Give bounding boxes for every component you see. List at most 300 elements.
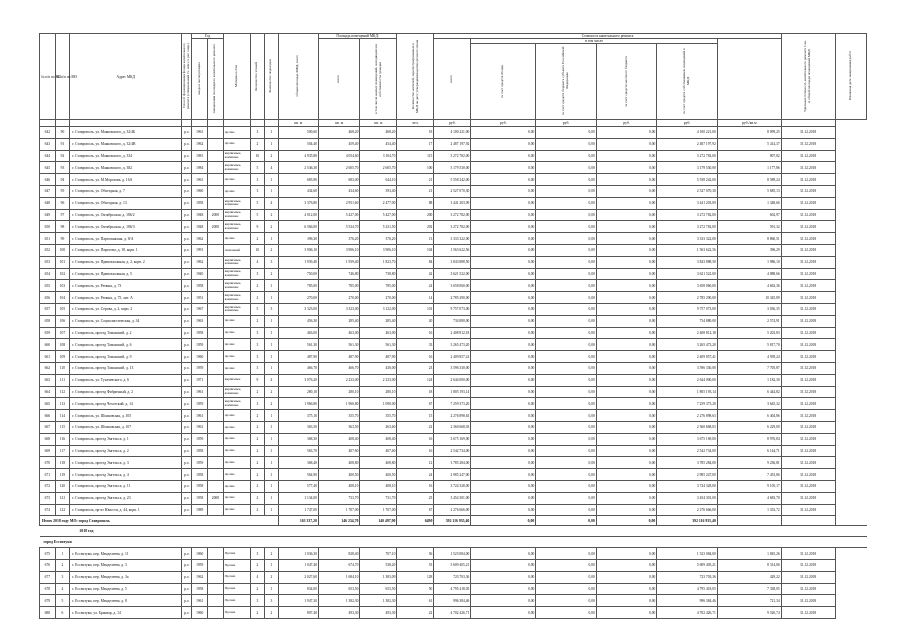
section-year-row [40,526,867,537]
row-cost-total: 723 703,36 [434,571,471,583]
row-unit-cost: 396,29 [717,244,781,256]
header-address: Адрес МКД [70,34,182,120]
row-residents: 84 [397,256,434,268]
row-deadline: 31.12.2018 [781,303,835,315]
row-no-mo: 3 [55,571,70,583]
row-total-area: 834,00 [278,583,318,595]
row-unit-cost: 1 182,30 [717,374,781,386]
row-year-repair [208,315,224,327]
row-cost-regional: 0,00 [536,174,597,186]
row-total-area: 561,30 [278,339,318,351]
row-unit-cost: 7 705,87 [717,362,781,374]
row-year-built: 1958 [192,197,208,209]
row-floors: 3 [250,327,265,339]
row-area-total: 434,60 [318,185,359,197]
row-cost-fund: 0,00 [471,548,536,560]
row-area-private: 3 122,00 [360,303,397,315]
row-fund-method: р.о. [182,138,192,150]
row-year-repair [208,327,224,339]
header-floors: Количество этажей [250,34,265,120]
row-floors: 2 [250,292,265,304]
row-no-mo: 116 [55,433,70,445]
row-entrances: 1 [265,327,278,339]
row-deadline: 31.12.2018 [781,583,835,595]
row-deadline: 31.12.2018 [781,398,835,410]
row-deadline: 31.12.2018 [781,386,835,398]
row-no-kr: 675 [40,548,56,560]
row-cost-regional: 0,00 [536,162,597,174]
row-floors: 4 [250,256,265,268]
row-year-repair [208,162,224,174]
table-row [40,209,867,221]
row-area-private: 785,00 [360,280,397,292]
header-total-area: общая площадь МКД, всего [278,34,318,120]
row-cost-owners: 2 276 666,00 [657,504,718,516]
row-cost-fund: 0,00 [471,433,536,445]
row-cost-regional: 0,00 [536,233,597,245]
row-deadline: 31.12.2018 [781,268,835,280]
row-address: г. Ставрополь, ул. Репина, д. 73 [70,280,182,292]
row-area-private: 1 823,70 [360,256,397,268]
row-cost-local: 0,00 [596,233,657,245]
row-unit-cost: 1 348,66 [717,197,781,209]
row-wall-material: прочие [223,138,250,150]
table-row [40,185,867,197]
row-cost-total: 3 454 301,00 [434,492,471,504]
row-no-mo: 2 [55,560,70,572]
row-cost-regional: 0,00 [536,351,597,363]
row-no-kr: 650 [40,221,56,233]
row-residents: 56 [397,548,434,560]
row-fund-method: р.о. [182,480,192,492]
row-unit-cost: 5 685,13 [717,185,781,197]
row-year-built: 1951 [192,292,208,304]
row-year-built: 1961 [192,421,208,433]
row-year-repair [208,548,224,560]
row-no-mo: 96 [55,197,70,209]
row-fund-method: р.о. [182,315,192,327]
row-cost-total: 734 880,00 [434,315,471,327]
row-residents: 42 [397,268,434,280]
row-year-repair: 2008 [208,221,224,233]
row-floors: 2 [250,386,265,398]
row-cost-fund: 0,00 [471,595,536,607]
row-no-mo: 95 [55,185,70,197]
total-label: Итого 2018 году МО: город Ставрополь [40,516,279,526]
row-cost-total: 1 805 193,14 [434,386,471,398]
row-year-repair [208,174,224,186]
row-entrances: 1 [265,583,278,595]
row-deadline: 31.12.2018 [781,185,835,197]
row-fund-method: р.о. [182,233,192,245]
row-deadline: 31.12.2018 [781,162,835,174]
row-unit-cost: 602,97 [717,209,781,221]
row-cost-local: 0,00 [596,386,657,398]
row-area-total: 363,50 [318,421,359,433]
row-residents: 16 [397,327,434,339]
header-year-last-repair: завершения последнего капитального ремонта [208,39,224,120]
table-row [40,504,867,516]
row-wall-material: кирпичные, каменные [223,221,250,233]
row-wall-material: кирпичные [223,374,250,386]
row-entrances: 2 [265,607,278,619]
row-address: г. Ессентуки, ул. Бринзар, д. 14 [70,607,182,619]
row-deadline: 31.12.2018 [781,256,835,268]
row-total-area: 1 747,00 [278,504,318,516]
row-cost-owners: 3 596 330,00 [657,362,718,374]
row-entrances: 2 [265,150,278,162]
row-cost-owners: 3 333 322,00 [657,233,718,245]
row-cost-total: 7 259 373,20 [434,398,471,410]
row-cost-local: 0,00 [596,150,657,162]
row-year-built: 1960 [192,548,208,560]
row-entrances: 2 [265,548,278,560]
row-cost-owners: 2 527 070,30 [657,185,718,197]
row-area-private: 1 382,30 [360,595,397,607]
row-year-built: 1961 [192,127,208,139]
row-address: г. Ставрополь, ул. Октябрьская, д. 186/2 [70,209,182,221]
header-area-private: в том числе жилых помещений, находящихся в собственности граждан [360,39,397,120]
row-deadline: 31.12.2018 [781,457,835,469]
row-cost-total: 3 675 169,00 [434,433,471,445]
row-cost-regional: 0,00 [536,138,597,150]
row-area-private: 2 233,00 [360,374,397,386]
row-fund-method: р.о. [182,504,192,516]
row-cost-regional: 0,00 [536,339,597,351]
row-no-mo: 121 [55,492,70,504]
row-cost-fund: 0,00 [471,303,536,315]
row-area-private: 280,10 [360,386,397,398]
row-unit-cost: 4 939,24 [717,351,781,363]
row-cost-owners: 5 609 405,21 [657,560,718,572]
row-address: г. Ставрополь, ул. Маяковского, д. 32/4Б [70,127,182,139]
row-residents: 16 [397,351,434,363]
header-entrances: Количество подъездов [265,34,278,120]
row-cost-fund: 0,00 [471,445,536,457]
row-wall-material: кирпичные, каменные [223,197,250,209]
row-entrances: 1 [265,504,278,516]
row-area-private: 644,10 [360,174,397,186]
row-cost-local: 0,00 [596,480,657,492]
row-no-mo: 105 [55,303,70,315]
row-no-kr: 648 [40,197,56,209]
row-fund-method: р.о. [182,244,192,256]
row-deadline: 31.12.2018 [781,138,835,150]
row-cost-local: 0,00 [596,362,657,374]
row-total-area: 750,00 [278,268,318,280]
row-cost-local: 0,00 [596,492,657,504]
row-address: г. Ставрополь, ул. Партизанская, д. 8/А [70,233,182,245]
row-year-repair [208,583,224,595]
row-cost-regional: 0,00 [536,362,597,374]
row-unit-cost: 3 645,32 [717,398,781,410]
row-wall-material: кирпичные, каменные [223,150,250,162]
row-cost-regional: 0,00 [536,480,597,492]
row-cost-total: 3 272 782,00 [434,221,471,233]
row-no-kr: 674 [40,504,56,516]
row-cost-owners: 1 805 193,14 [657,386,718,398]
row-cost-local: 0,00 [596,607,657,619]
row-deadline: 31.12.2018 [781,433,835,445]
table-row [40,457,867,469]
row-total-area: 3 323,00 [278,303,318,315]
row-cost-local: 0,00 [596,457,657,469]
row-cost-total: 3 441 203,09 [434,197,471,209]
table-row [40,410,867,422]
row-year-built: 1962 [192,233,208,245]
row-residents: 16 [397,433,434,445]
row-area-private: 1 090,00 [360,398,397,410]
row-deadline: 31.12.2018 [781,174,835,186]
row-wall-material: кирпичные, каменные [223,209,250,221]
row-area-private: 376,20 [360,233,397,245]
row-unit-cost: 1 177,86 [717,162,781,174]
row-fund-method: р.о. [182,221,192,233]
row-address: г. Ставрополь, ул. Пирогова, д. 18, корп. 1 [70,244,182,256]
capital-repair-plan-table [39,33,867,619]
section-city: город Ессентуки [40,537,867,548]
row-cost-local: 0,00 [596,374,657,386]
row-fund-method: р.о. [182,327,192,339]
row-area-private: 285,40 [360,315,397,327]
section-year: 2018 год [40,526,867,537]
row-cost-fund: 0,00 [471,421,536,433]
header-year-commission: ввода в эксплуатацию [192,39,208,120]
row-no-kr: 676 [40,560,56,572]
row-fund-method: р.о. [182,374,192,386]
row-total-area: 463,00 [278,327,318,339]
row-no-mo: 101 [55,256,70,268]
row-no-mo: 1 [55,548,70,560]
row-deadline: 31.12.2018 [781,469,835,481]
table-row [40,244,867,256]
row-area-total: 674,70 [318,560,359,572]
row-wall-material: прочие [223,339,250,351]
row-year-built: 1962 [192,571,208,583]
row-wall-material: прочие [223,421,250,433]
row-wall-material: кирпичные, каменные [223,256,250,268]
row-floors: 3 [250,362,265,374]
row-floors: 3 [250,595,265,607]
row-year-built: 1958 [192,480,208,492]
row-wall-material: прочие [223,185,250,197]
table-row [40,374,867,386]
row-fund-method: р.о. [182,362,192,374]
row-entrances: 2 [265,209,278,221]
row-floors: 2 [250,583,265,595]
row-cost-owners: 2 360 668,03 [657,421,718,433]
row-fund-method: р.о. [182,560,192,572]
row-area-private: 2 477,00 [360,197,397,209]
row-address: г. Ставрополь, ул. Маяковского, д. 334 [70,150,182,162]
row-total-area: 785,00 [278,280,318,292]
row-fund-method: р.о. [182,583,192,595]
row-cost-fund: 0,00 [471,583,536,595]
row-residents: 128 [397,571,434,583]
row-address: г. Ессентуки, пер. Менделеева, д. 3 [70,560,182,572]
row-cost-owners: 2 408 812,18 [657,327,718,339]
row-entrances: 1 [265,292,278,304]
row-cost-total: 3 272 782,00 [434,150,471,162]
row-cost-local: 0,00 [596,548,657,560]
row-total-area: 4 012,00 [278,209,318,221]
row-no-kr: 653 [40,256,56,268]
row-wall-material: прочие [223,327,250,339]
row-address: г. Ставрополь, ул. Репина, д. 75, лит. А [70,292,182,304]
row-total-area: 564,90 [278,469,318,481]
row-address: г. Ставрополь, ул. Привокзальная, д. 5 [70,268,182,280]
row-residents: 67 [397,398,434,410]
row-cost-fund: 0,00 [471,560,536,572]
row-address: г. Ставрополь, проезд Чехотский, д. 14 [70,398,182,410]
row-year-repair: 2008 [208,492,224,504]
row-no-kr: 644 [40,150,56,162]
header-cost-group: Стоимость капитального ремонта [434,34,781,39]
row-fund-method: р.о. [182,339,192,351]
row-cost-local: 0,00 [596,280,657,292]
table-row [40,150,867,162]
row-cost-fund: 0,00 [471,221,536,233]
total-row [40,516,867,526]
total-area: 163 337,20 [278,516,318,526]
row-deadline: 31.12.2018 [781,410,835,422]
row-deadline: 31.12.2018 [781,492,835,504]
row-unit-cost: 5 817,70 [717,339,781,351]
row-year-built: 1981 [192,150,208,162]
row-cost-fund: 0,00 [471,256,536,268]
row-no-kr: 669 [40,445,56,457]
table-row [40,197,867,209]
row-area-total: 407,60 [318,445,359,457]
row-cost-total: 1 563 622,56 [434,244,471,256]
row-cost-local: 0,00 [596,185,657,197]
row-year-repair [208,595,224,607]
row-cost-total: 9 757 073,00 [434,303,471,315]
row-cost-local: 0,00 [596,292,657,304]
header-year-group: Год [192,34,223,39]
row-no-mo: 108 [55,339,70,351]
row-year-repair [208,410,224,422]
row-area-private: 707,10 [360,548,397,560]
row-deadline: 31.12.2018 [781,421,835,433]
row-year-repair [208,197,224,209]
row-no-kr: 663 [40,374,56,386]
unit-rub-sqm: руб./кв.м [717,120,781,127]
row-cost-regional: 0,00 [536,571,597,583]
row-area-total: 653,50 [318,583,359,595]
row-wall-material: прочие [223,315,250,327]
row-area-total: 493,30 [318,607,359,619]
row-year-built: 1971 [192,374,208,386]
row-entrances: 1 [265,560,278,572]
header-residents: Количество жителей, зарегистрированных в МКД на дату утверждения краткосрочного плана [397,34,434,120]
row-no-mo: 97 [55,209,70,221]
units-row [40,120,867,127]
row-residents: 18 [397,386,434,398]
row-area-total: 1 966,80 [318,398,359,410]
row-area-total: 561,30 [318,339,359,351]
row-cost-owners: 3 272 782,00 [657,221,718,233]
row-no-kr: 652 [40,244,56,256]
row-year-repair [208,256,224,268]
row-year-built: 1959 [192,398,208,410]
row-year-built: 1961 [192,595,208,607]
row-cost-fund: 0,00 [471,410,536,422]
row-entrances: 3 [265,256,278,268]
row-area-private: 430,00 [360,362,397,374]
row-year-repair [208,504,224,516]
row-year-built: 1959 [192,362,208,374]
total-cost-fund: 0,00 [471,516,536,526]
row-wall-material: кирпичные, каменные [223,398,250,410]
row-cost-total: 3 596 330,00 [434,362,471,374]
row-area-total: 5 534,70 [318,221,359,233]
total-cost-local: 0,00 [596,516,657,526]
row-no-mo: 104 [55,292,70,304]
row-total-area: 1 966,80 [278,398,318,410]
row-total-area: 280,10 [278,386,318,398]
row-area-total: 5 427,00 [318,209,359,221]
row-total-area: 466,70 [278,362,318,374]
row-year-built: 1959 [192,457,208,469]
row-year-built: 1948 [192,221,208,233]
unit-sqm: кв. м [360,120,397,127]
row-year-built: 1963 [192,315,208,327]
table-row [40,327,867,339]
row-year-built: 1959 [192,560,208,572]
row-cost-total: 4 702 426,71 [434,607,471,619]
row-no-mo: 117 [55,445,70,457]
row-year-built: 1958 [192,583,208,595]
row-cost-owners: 734 880,00 [657,315,718,327]
row-cost-total: 996 384,46 [434,595,471,607]
header-fund-method: Способ формирования фонда капитального ремонта (специальный сч. или сч. рег. опер.) [182,34,192,120]
row-fund-method: р.о. [182,185,192,197]
row-cost-local: 0,00 [596,445,657,457]
row-residents: 21 [397,174,434,186]
row-unit-cost: 7 453,86 [717,469,781,481]
row-cost-total: 2 487 197,92 [434,138,471,150]
row-cost-total: 3 265 473,20 [434,339,471,351]
row-cost-total: 2 985 247,00 [434,469,471,481]
row-year-built: 1959 [192,433,208,445]
row-wall-material: кирпичные, каменные [223,303,250,315]
row-cost-total: 5 609 405,21 [434,560,471,572]
row-floors: 2 [250,607,265,619]
row-floors: 3 [250,548,265,560]
row-area-total: 468,20 [318,127,359,139]
row-year-built: 1991 [192,244,208,256]
row-entrances: 1 [265,174,278,186]
row-cost-local: 0,00 [596,221,657,233]
row-deadline: 31.12.2018 [781,480,835,492]
row-cost-local: 0,00 [596,398,657,410]
row-fund-method: р.о. [182,445,192,457]
table-row [40,386,867,398]
row-year-built: 1958 [192,327,208,339]
row-address: г. Ставрополь, ул. Маяковского, д. 32/4В [70,138,182,150]
row-address: г. Ставрополь, ул. Объездная, д. 7 [70,185,182,197]
row-unit-cost: 5 414,37 [717,138,781,150]
row-cost-fund: 0,00 [471,492,536,504]
table-row [40,292,867,304]
row-address: г. Ставрополь, проезд Энгельса, д. 4 [70,469,182,481]
row-entrances: 1 [265,315,278,327]
row-cost-fund: 0,00 [471,504,536,516]
row-wall-material: Прочие [223,583,250,595]
row-cost-local: 0,00 [596,315,657,327]
row-deadline: 31.12.2018 [781,374,835,386]
